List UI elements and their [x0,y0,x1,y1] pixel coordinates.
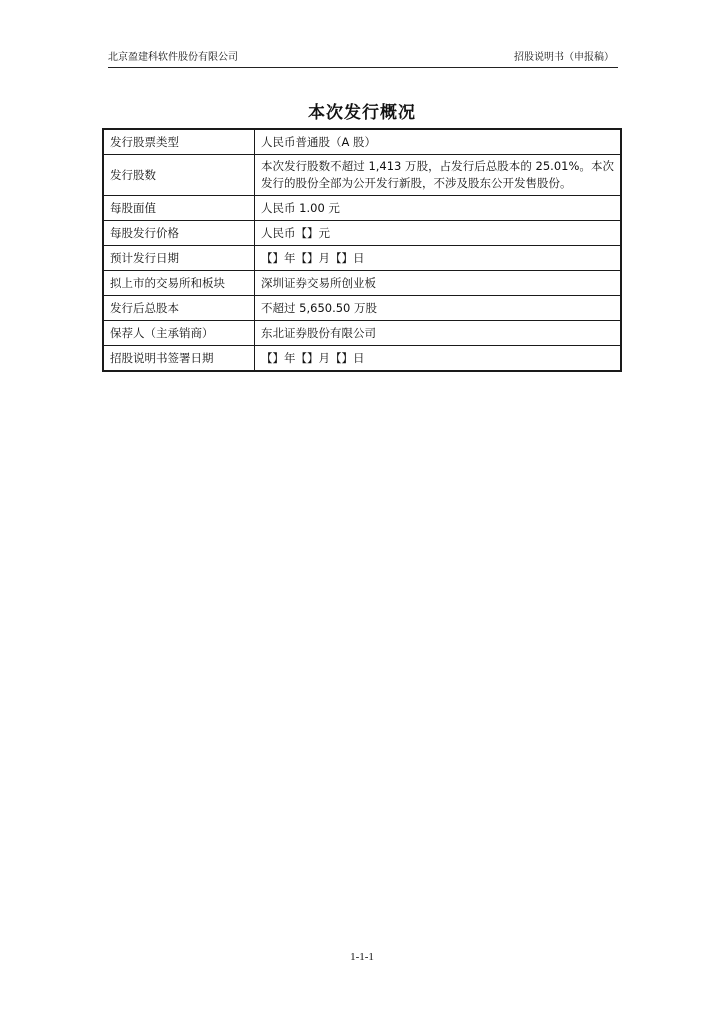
page-header [108,52,618,68]
table-row-sponsor [103,321,621,346]
page-title: 本次发行概况 [308,103,416,123]
table-row-issue-date [103,246,621,271]
row-value: 东北证券股份有限公司 [255,321,622,346]
page-number: 1-1-1 [350,951,374,963]
row-label: 预计发行日期 [103,246,255,271]
table-row-stock-type [103,129,621,155]
row-value: 【】年【】月【】日 [255,346,622,372]
table-row-issue-price [103,221,621,246]
row-label: 拟上市的交易所和板块 [103,271,255,296]
row-label: 保荐人（主承销商） [103,321,255,346]
row-label: 招股说明书签署日期 [103,346,255,372]
row-label: 发行股票类型 [103,129,255,155]
row-value: 人民币 1.00 元 [255,196,622,221]
row-value: 不超过 5,650.50 万股 [255,296,622,321]
row-label: 发行股数 [103,155,255,196]
row-value: 【】年【】月【】日 [255,246,622,271]
table-row-signing-date [103,346,621,372]
table-row-share-count [103,155,621,196]
header-document-type: 招股说明书（申报稿） [514,52,614,63]
table-row-exchange-board [103,271,621,296]
row-label: 每股发行价格 [103,221,255,246]
table-row-par-value [103,196,621,221]
row-value: 本次发行股数不超过 1,413 万股，占发行后总股本的 25.01%。本次发行的股份全部为公开发行新股，不涉及股东公开发售股份。 [255,155,622,196]
table-row-total-shares [103,296,621,321]
row-label: 发行后总股本 [103,296,255,321]
row-value: 人民币【】元 [255,221,622,246]
row-value: 人民币普通股（A 股） [255,129,622,155]
row-value: 深圳证券交易所创业板 [255,271,622,296]
header-company-name: 北京盈建科软件股份有限公司 [108,52,238,63]
offering-overview-table [102,128,622,372]
row-label: 每股面值 [103,196,255,221]
